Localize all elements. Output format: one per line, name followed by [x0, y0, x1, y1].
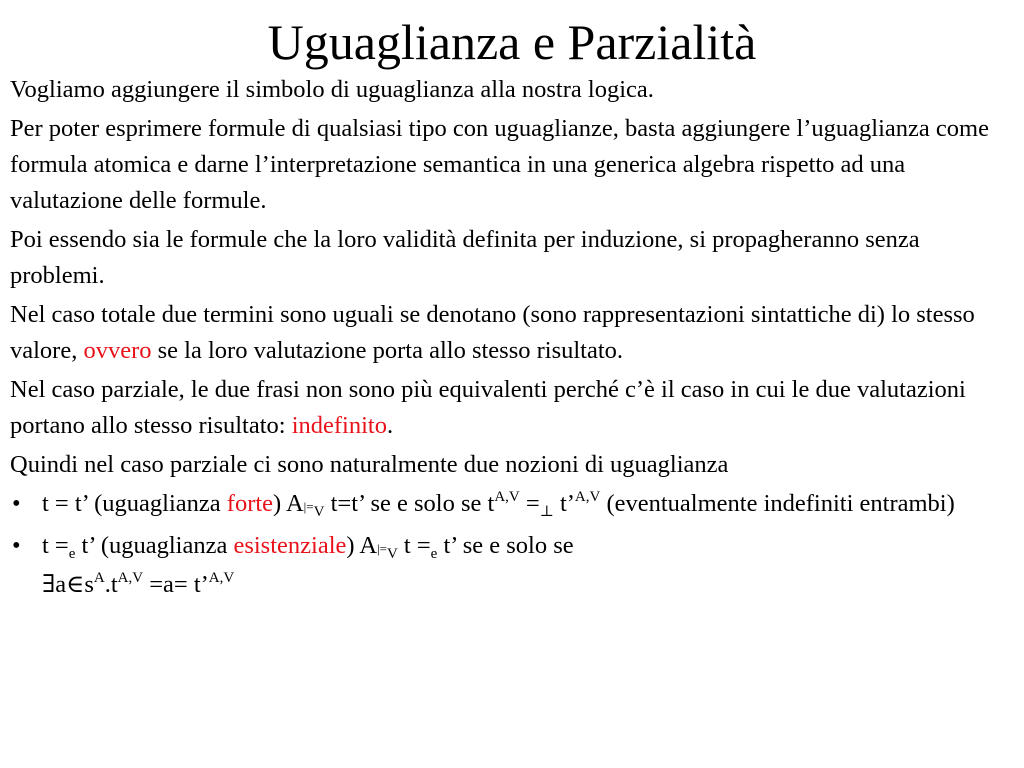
superscript-av: A,V: [494, 489, 520, 505]
subscript-e: e: [68, 546, 76, 562]
text-segment: t’ (uguaglianza: [75, 532, 234, 559]
subscript-bottom: ⊥: [539, 504, 554, 520]
text-segment: (eventualmente indefiniti entrambi): [600, 490, 955, 517]
text-segment: ) A: [273, 490, 304, 517]
superscript-av: A,V: [574, 489, 601, 505]
text-segment: a: [55, 571, 67, 598]
subscript-v: V: [386, 546, 398, 562]
list-item-strong-equality: [10, 486, 1015, 525]
exists-symbol: ∃: [42, 571, 56, 598]
text-segment: t’ se e solo se: [437, 532, 574, 559]
text-segment: s: [84, 571, 94, 598]
superscript-a: A: [93, 570, 105, 586]
text-segment: Nel caso parziale, le due frasi non sono più equivalenti perché c’è il caso in cui le due valutazioni portano allo stesso risultato:: [10, 376, 966, 439]
element-of-symbol: ∈: [66, 571, 85, 598]
list-item-existential-equality: [10, 528, 1015, 603]
subscript-e: e: [430, 546, 438, 562]
models-symbol: |=: [377, 541, 387, 556]
paragraph-induction: Poi essendo sia le formule che la loro validità definita per induzione, si propagheranno senza problemi.: [10, 226, 920, 289]
subscript-v: V: [313, 504, 325, 520]
equality-list: [10, 486, 1015, 603]
text-segment: t = t’ (uguaglianza: [42, 490, 227, 517]
text-segment: ) A: [346, 532, 378, 559]
text-segment: t =: [397, 532, 431, 559]
paragraph-partial-case: [10, 372, 1015, 444]
paragraph-intro: Vogliamo aggiungere il simbolo di uguaglianza alla nostra logica.: [10, 76, 654, 103]
text-segment: Nel caso totale due termini sono uguali se denotano (sono rappresentazioni sintattiche di) lo stesso valore,: [10, 301, 975, 364]
text-segment: =a= t’: [143, 571, 209, 598]
highlight-ovvero: ovvero: [83, 337, 152, 364]
text-segment: se la loro valutazione porta allo stesso risultato.: [151, 337, 624, 364]
text-segment: t =: [42, 532, 69, 559]
bullet-icon: •: [12, 532, 21, 559]
paragraph-atomic-formula: Per poter esprimere formule di qualsiasi tipo con uguaglianze, basta aggiungere l’uguaglianza come formula atomica e darne l’interpretazione semantica in una generica algebra rispetto ad una valutazione delle formule.: [10, 115, 989, 214]
text-segment: t=t’ se e solo se t: [324, 490, 495, 517]
highlight-forte: forte: [226, 490, 274, 517]
paragraph-two-notions: Quindi nel caso parziale ci sono naturalmente due nozioni di uguaglianza: [10, 451, 729, 478]
text-segment: =: [519, 490, 540, 517]
bullet-icon: •: [12, 490, 21, 517]
superscript-av: A,V: [117, 570, 144, 586]
models-symbol: |=: [303, 499, 314, 514]
slide-title: Uguaglianza e Parzialità: [267, 14, 757, 70]
text-segment: .: [386, 412, 394, 439]
superscript-av: A,V: [208, 570, 235, 586]
slide-body: [10, 72, 1015, 606]
paragraph-total-case: [10, 297, 1015, 369]
text-segment: .t: [104, 571, 118, 598]
text-segment: t’: [553, 490, 575, 517]
highlight-indefinito: indefinito: [291, 412, 387, 439]
highlight-esistenziale: esistenziale: [233, 532, 347, 559]
